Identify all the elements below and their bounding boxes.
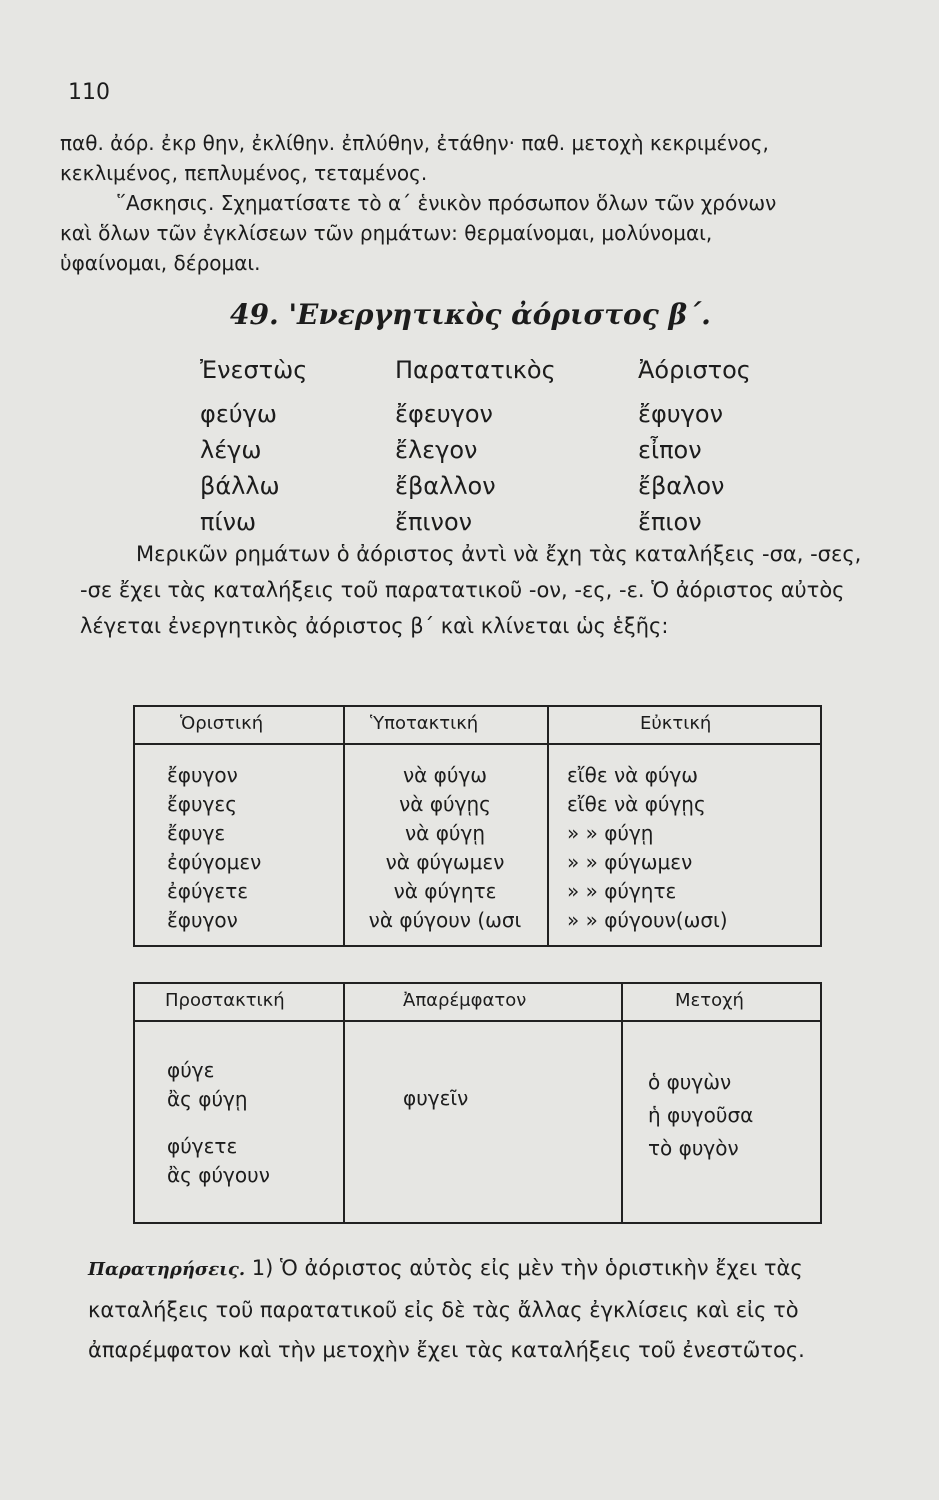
table-cell: ἔφυγες <box>167 792 237 816</box>
table-cell: » » φύγητε <box>567 879 677 903</box>
table-cell: ἐφύγετε <box>167 879 249 903</box>
imperfect-header: Παρατατικὸς <box>395 356 556 384</box>
table-cell: νὰ φύγωμεν <box>385 850 505 874</box>
table-cell: ἔφυγε <box>167 821 226 845</box>
table-rule <box>135 1020 820 1022</box>
table-divider <box>621 984 623 1222</box>
imperative-header: Προστακτική <box>165 990 285 1011</box>
remarks-paragraph <box>88 1248 888 1370</box>
remarks-text: 1) Ὁ ἀόριστος αὐτὸς εἰς μὲν τὴν ὁριστικὴν ἔχει τὰς καταλήξεις τοῦ παρατατικοῦ εἰς δὲ τὰς ἄλλας ἐγκλίσεις καὶ εἰς τὸ ἀπαρέμφατον καὶ τὴν μετοχὴν ἔχει τὰς καταλήξεις τοῦ ἐνεστῶτος. <box>88 1256 805 1362</box>
intro-line: παθ. ἀόρ. ἐκρ θην, ἐκλίθην. ἐπλύθην, ἐτάθην· παθ. μετοχὴ κεκριμένος, <box>60 131 769 155</box>
intro-line: κεκλιμένος, πεπλυμένος, τεταμένος. <box>60 161 428 185</box>
conjugation-table-1 <box>133 705 822 947</box>
present-form: βάλλω <box>200 472 280 500</box>
indicative-header: Ὁριστική <box>180 713 264 734</box>
table-cell: νὰ φύγω <box>402 763 488 787</box>
table-cell: ἂς φύγουν <box>167 1163 270 1187</box>
page-number: 110 <box>68 80 110 105</box>
conjugation-table-2 <box>133 982 822 1224</box>
table-cell: φύγε <box>167 1058 215 1082</box>
section-heading: 49. 'Ενεργητικὸς ἀόριστος β΄. <box>230 298 711 331</box>
table-cell: νὰ φύγῃς <box>399 792 491 816</box>
table-cell: ἐφύγομεν <box>167 850 262 874</box>
table-cell: ἡ φυγοῦσα <box>648 1103 754 1127</box>
infinitive-form: φυγεῖν <box>403 1086 469 1110</box>
participle-forms <box>648 1066 753 1165</box>
table-divider <box>547 707 549 945</box>
intro-paragraph <box>60 128 880 278</box>
aorist-form: ἔβαλον <box>638 472 725 500</box>
remarks-label: Παρατηρήσεις. <box>88 1259 246 1280</box>
subjunctive-forms <box>347 761 543 935</box>
imperfect-form: ἔφευγον <box>395 400 493 428</box>
table-cell: νὰ φύγητε <box>393 879 497 903</box>
table-divider <box>343 984 345 1222</box>
infinitive-header: Ἀπαρέμφατον <box>403 990 527 1011</box>
table-cell: » » φύγουν(ωσι) <box>567 908 728 932</box>
indicative-forms <box>167 761 261 935</box>
intro-line: καὶ ὅλων τῶν ἐγκλίσεων τῶν ρημάτων: θερμαίνομαι, μολύνομαι, <box>60 221 713 245</box>
present-form: πίνω <box>200 508 257 536</box>
present-header: Ἐνεστὼς <box>200 356 308 384</box>
aorist-form: εἶπον <box>638 436 702 464</box>
aorist-form: ἔπιον <box>638 508 702 536</box>
participle-header: Μετοχή <box>675 990 744 1011</box>
exercise-line: ῞Ασκησις. Σχηματίσατε τὸ α΄ ἑνικὸν πρόσωπον ὅλων τῶν χρόνων <box>116 191 777 215</box>
table-cell: ἔφυγον <box>167 763 238 787</box>
table-cell: » » φύγωμεν <box>567 850 693 874</box>
table-cell: » » φύγῃ <box>567 821 654 845</box>
table-cell: ἔφυγον <box>167 908 238 932</box>
aorist-form: ἔφυγον <box>638 400 723 428</box>
optative-header: Εὐκτική <box>640 713 712 734</box>
table-cell: φύγετε <box>167 1134 238 1158</box>
imperfect-column <box>395 352 556 540</box>
table-cell: ὁ φυγὼν <box>648 1070 732 1094</box>
intro-line: ὑφαίνομαι, δέρομαι. <box>60 251 261 275</box>
explanation-paragraph: Μερικῶν ρημάτων ὁ ἀόριστος ἀντὶ νὰ ἔχη τὰς καταλήξεις -σα, -σες, -σε ἔχει τὰς καταλήξεις τοῦ παρατατικοῦ -ον, -ες, -ε. Ὁ ἀόριστος αὐτὸς λέγεται ἐνεργητικὸς ἀόριστος β΄ καὶ κλίνεται ὡς ἑξῆς: <box>80 542 862 638</box>
present-form: φεύγω <box>200 400 277 428</box>
table-cell: εἴθε νὰ φύγω <box>567 763 699 787</box>
table-rule <box>135 743 820 745</box>
present-column <box>200 352 307 540</box>
table-cell: ἂς φύγῃ <box>167 1087 248 1111</box>
aorist-header: Ἀόριστος <box>638 356 751 384</box>
aorist-column <box>638 352 751 540</box>
imperfect-form: ἔλεγον <box>395 436 478 464</box>
table-cell: τὸ φυγὸν <box>648 1136 739 1160</box>
present-form: λέγω <box>200 436 262 464</box>
imperfect-form: ἔπινον <box>395 508 473 536</box>
optative-forms <box>567 761 728 935</box>
subjunctive-header: Ὑποτακτική <box>370 713 479 734</box>
table-cell: νὰ φύγῃ <box>405 821 485 845</box>
table-divider <box>343 707 345 945</box>
table-cell: νὰ φύγουν (ωσι <box>368 908 522 932</box>
imperfect-form: ἔβαλλον <box>395 472 496 500</box>
table-cell: εἴθε νὰ φύγῃς <box>567 792 706 816</box>
imperative-forms <box>167 1056 270 1190</box>
